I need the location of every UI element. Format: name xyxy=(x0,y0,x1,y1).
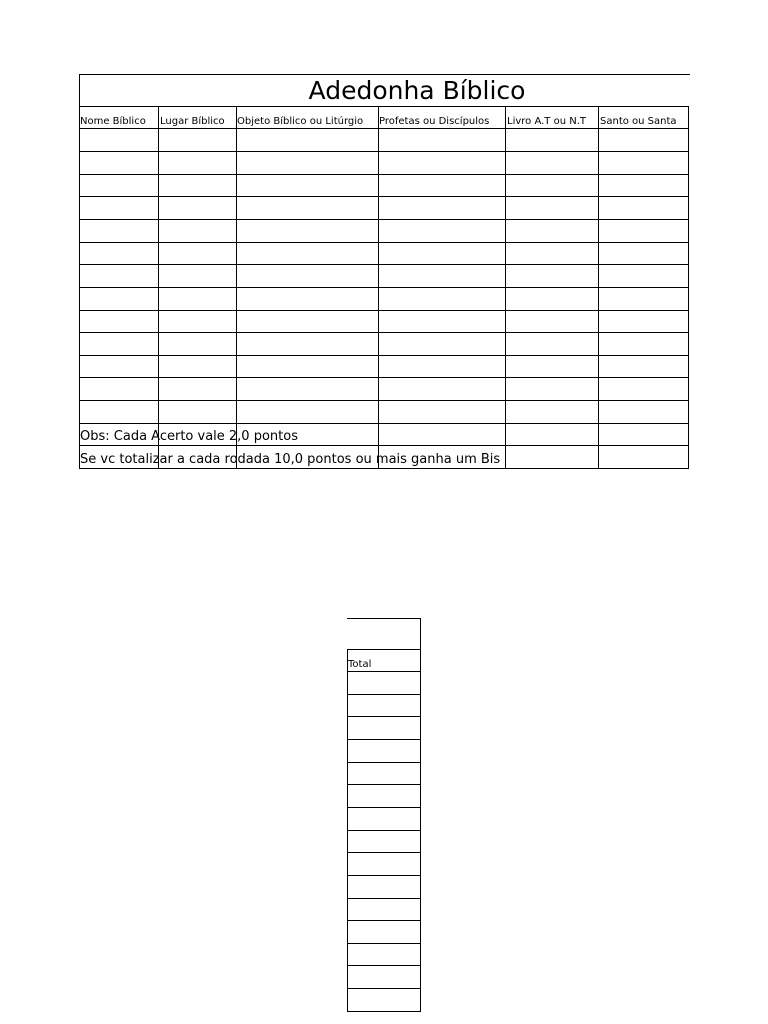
column-header-objeto: Objeto Bíblico ou Litúrgio xyxy=(237,116,364,127)
bonus-note: Se vc totalizar a cada rodada 10,0 pontos ou mais ganha um Bis xyxy=(80,452,501,467)
total-rule xyxy=(347,649,348,1012)
table-rule xyxy=(378,106,379,469)
column-header-livro: Livro A.T ou N.T xyxy=(507,116,586,127)
total-rule xyxy=(347,694,421,695)
total-rule xyxy=(347,920,421,921)
table-rule xyxy=(688,106,689,469)
total-rule xyxy=(347,807,421,808)
total-rule xyxy=(347,762,421,763)
total-rule xyxy=(347,898,421,899)
table-rule xyxy=(598,106,599,469)
total-rule xyxy=(347,649,421,650)
scoring-note: Obs: Cada Acerto vale 2,0 pontos xyxy=(80,429,298,444)
column-header-lugar: Lugar Bíblico xyxy=(160,116,225,127)
sheet-title: Adedonha Bíblico xyxy=(308,76,526,105)
column-header-profetas: Profetas ou Discípulos xyxy=(379,116,490,127)
total-rule xyxy=(347,965,421,966)
total-rule xyxy=(347,830,421,831)
table-rule xyxy=(158,106,159,469)
total-rule xyxy=(347,716,421,717)
total-rule xyxy=(347,671,421,672)
table-rule xyxy=(79,74,690,75)
table-rule xyxy=(505,106,506,469)
column-header-nome: Nome Bíblico xyxy=(80,116,146,127)
column-header-santo: Santo ou Santa xyxy=(600,116,677,127)
table-rule xyxy=(79,74,80,469)
total-rule xyxy=(347,618,421,619)
total-rule xyxy=(347,1011,421,1012)
total-label: Total xyxy=(348,659,372,670)
total-rule xyxy=(347,875,421,876)
total-rule xyxy=(347,943,421,944)
total-rule xyxy=(347,784,421,785)
total-rule xyxy=(347,988,421,989)
total-rule xyxy=(420,618,421,1012)
total-rule xyxy=(347,852,421,853)
total-rule xyxy=(347,739,421,740)
table-rule xyxy=(236,106,237,469)
